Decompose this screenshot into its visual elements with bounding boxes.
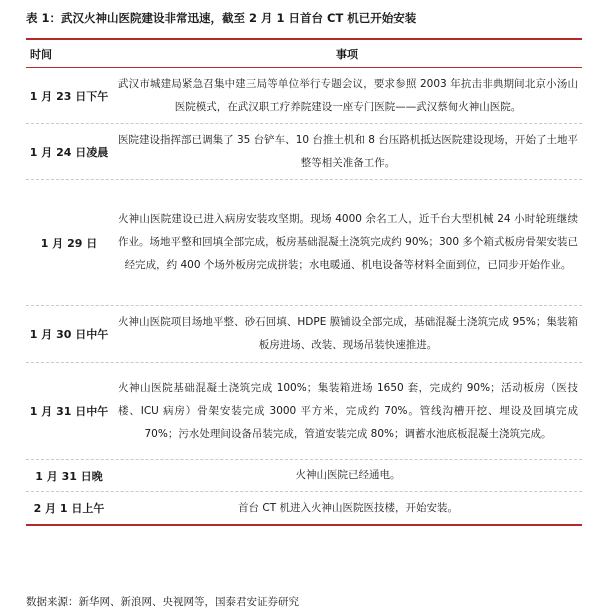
row-date: 2 月 1 日上午 [33,502,105,515]
source-note: 数据来源：新华网、新浪网、央视网等，国泰君安证券研究 [26,596,299,608]
table-row [26,180,582,306]
row-event-text: 火神山医院建设已进入病房安装攻坚期。现场 4000 余名工人，近千台大型机械 24 小时轮班继续作业。场地平整和回填全部完成，板房基础混凝土浇筑完成约 90%；300 多个箱式板房骨架安装已经完成，约 400 个场外板房完成拼装；水电暖通、机电设备等材料全面到位，已同步开始作业。 [118,213,578,271]
row-event [112,492,582,524]
row-date: 1 月 29 日 [40,236,98,250]
table-row [26,306,582,363]
table-title: 表 1：武汉火神山医院建设非常迅速，截至 2 月 1 日首台 CT 机已开始安装 [26,11,417,25]
row-date: 1 月 31 日晚 [35,469,103,483]
table-header [26,40,582,68]
row-event [112,460,582,491]
row-event [112,180,582,305]
row-date: 1 月 31 日中午 [29,405,109,418]
table-row [26,492,582,526]
row-event-text: 武汉市城建局紧急召集中建三局等单位举行专题会议，要求参照 2003 年抗击非典期间北京小汤山医院模式，在武汉职工疗养院建设一座专门医院——武汉蔡甸火神山医院。 [118,77,578,113]
row-event-text: 首台 CT 机进入火神山医院医技楼，开始安装。 [238,501,458,514]
table-row [26,124,582,180]
row-event [112,306,582,362]
row-event [112,124,582,179]
row-event-text: 医院建设指挥部已调集了 35 台铲车、10 台推土机和 8 台压路机抵达医院建设现场，开始了土地平整等相关准备工作。 [118,133,578,169]
table-row [26,460,582,492]
table-row [26,68,582,124]
row-event-text: 火神山医院基础混凝土浇筑完成 100%；集装箱进场 1650 套，完成约 90%；活动板房（医技楼、ICU 病房）骨架安装完成 3000 平方米，完成约 70%。管线沟槽开挖、埋设及回填完成 70%；污水处理间设备吊装完成，管道安装完成 80%；调蓄水池底板混凝土浇筑完成。 [118,381,578,440]
table-row [26,363,582,460]
header-event: 事项 [336,47,358,61]
row-event-text: 火神山医院项目场地平整、砂石回填、HDPE 膜铺设全部完成，基础混凝土浇筑完成 95%；集装箱板房进场、改装、现场吊装快速推进。 [118,316,578,351]
row-event [112,68,582,123]
row-date: 1 月 24 日凌晨 [29,145,109,159]
events-table [26,38,582,526]
row-date: 1 月 23 日下午 [29,89,109,103]
row-event [112,363,582,459]
row-event-text: 火神山医院已经通电。 [295,469,401,481]
row-date: 1 月 30 日中午 [29,328,109,341]
header-time: 时间 [30,47,52,61]
